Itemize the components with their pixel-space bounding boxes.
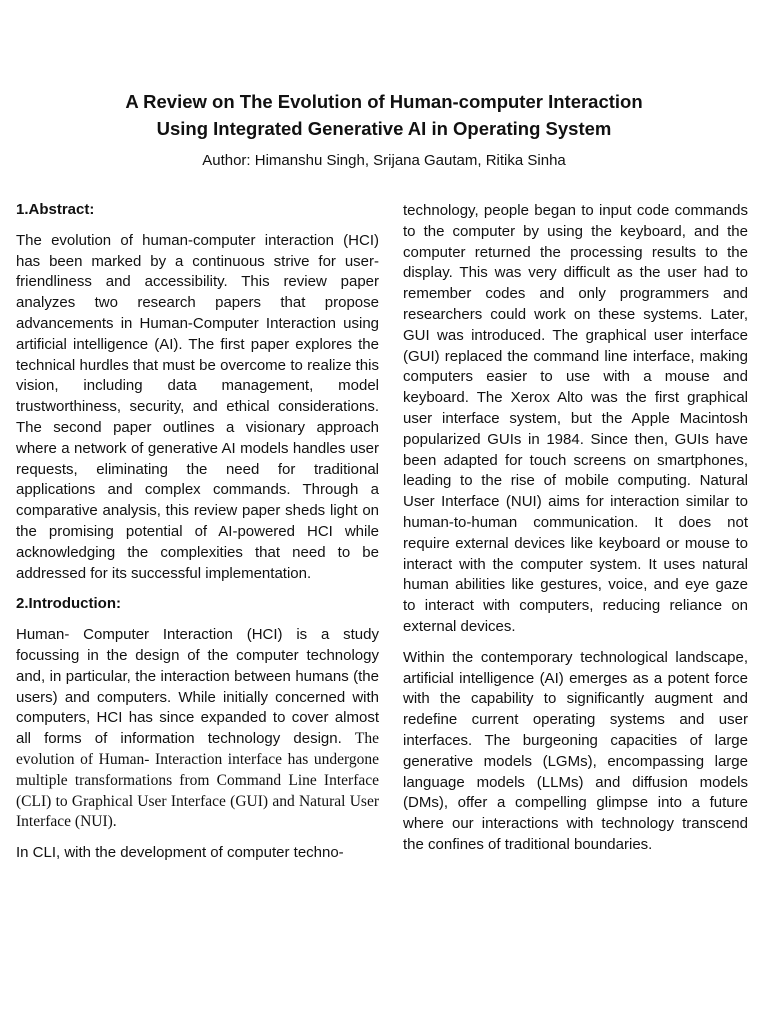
intro-paragraph-2-continued: technology, people began to input code commands to the computer by using the keyboard, and the computer returned the processing results to the display. This was very difficult as the user had to remember codes and only programmers and researchers could work on these systems. Later, GUI was introduced. The graphical user interface (GUI) replaced the command line interface, making computers easier to use with a mouse and keyboard. The Xerox Alto was the first graphical user interface system, but the Apple Macintosh popularized GUIs in 1984. Since then, GUIs have been adapted for touch screens on smartphones, leading to the rise of mobile computing. Natural User Interface (NUI) aims for interaction similar to human-to-human communication. It does not require external devices like keyboard or mouse to interact with the computer system. It uses natural human abilities like gestures, voice, and eye gaze to interact with computers, reducing reliance on external devices. <box>403 202 748 635</box>
right-column <box>403 201 748 866</box>
intro-paragraph-3: Within the contemporary technological landscape, artificial intelligence (AI) emerges as a potent force with the capability to significantly augment and redefine current operating systems and user interfaces. The burgeoning capacities of large generative models (LGMs), encompassing large language models (LLMs) and diffusion models (DMs), offer a compelling glimpse into a future where our interactions with technology transcend the confines of traditional boundaries. <box>403 648 748 853</box>
author-line: Author: Himanshu Singh, Srijana Gautam, Ritika Sinha <box>202 152 566 169</box>
intro-paragraph-1 <box>16 625 379 833</box>
intro-paragraph-2-start: In CLI, with the development of computer techno- <box>16 844 344 862</box>
abstract-text: The evolution of human-computer interaction (HCI) has been marked by a continuous strive for user-friendliness and accessibility. This review paper analyzes two research papers that propose advancements in Human-Computer Interaction using artificial intelligence (AI). The first paper explores the technical hurdles that must be overcome to realize this vision, including data management, model trustworthiness, security, and ethical considerations. The second paper outlines a visionary approach where a network of generative AI models handles user requests, eliminating the need for traditional applications and complex commands. Through a comparative analysis, this review paper sheds light on the promising potential of AI-powered HCI while acknowledging the complexities that need to be addressed for its successful implementation. <box>16 231 379 582</box>
intro-paragraph-1-serif: The evolution of Human- Interaction interface has undergone multiple transformations from Command Line Interface (CLI) to Graphical User Interface (GUI) and Natural User Interface (NUI). <box>16 730 379 831</box>
paper-title <box>0 88 768 142</box>
left-column <box>16 200 379 874</box>
intro-paragraph-1-sans: Human- Computer Interaction (HCI) is a study focussing in the design of the computer technology and, in particular, the interaction between humans (the users) and computers. While initially concerned with computers, HCI has since expanded to cover almost all forms of information technology design. <box>16 626 379 748</box>
title-line-2: Using Integrated Generative AI in Operating System <box>156 118 612 139</box>
introduction-heading: 2.Introduction: <box>16 595 121 613</box>
title-line-1: A Review on The Evolution of Human-computer Interaction <box>125 91 643 112</box>
abstract-heading: 1.Abstract: <box>16 201 95 218</box>
